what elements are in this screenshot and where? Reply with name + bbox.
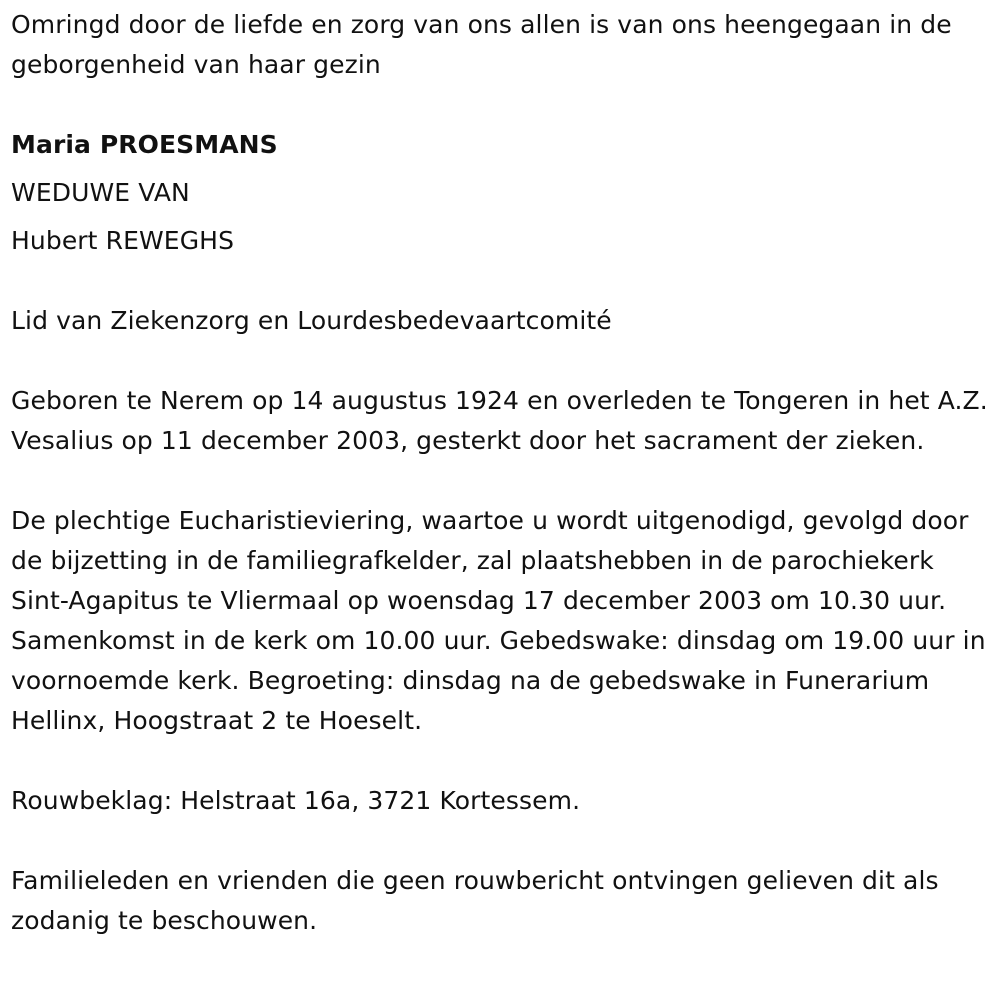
condolence-address: Rouwbeklag: Helstraat 16a, 3721 Kortessem. bbox=[11, 786, 581, 815]
spouse-name: Hubert REWEGHS bbox=[11, 226, 235, 255]
death-notice bbox=[11, 5, 996, 941]
widow-label: WEDUWE VAN bbox=[11, 178, 190, 207]
membership-text: Lid van Ziekenzorg en Lourdesbedevaartcomité bbox=[11, 306, 612, 335]
deceased-name: Maria PROESMANS bbox=[11, 130, 278, 159]
ceremony-text: De plechtige Eucharistieviering, waartoe u wordt uitgenodigd, gevolgd door de bijzetting in de familiegrafkelder, zal plaatshebben in de parochiekerk Sint-Agapitus te Vliermaal op woensdag 17 december 2003 om 10.30 uur. Samenkomst in de kerk om 10.00 uur. Gebedswake: dinsdag om 19.00 uur in voornoemde kerk. Begroeting: dinsdag na de gebedswake in Funerarium Hellinx, Hoogstraat 2 te Hoeselt. bbox=[11, 506, 986, 735]
intro-text: Omringd door de liefde en zorg van ons allen is van ons heengegaan in de geborgenheid van haar gezin bbox=[11, 10, 952, 79]
closing-text: Familieleden en vrienden die geen rouwbericht ontvingen gelieven dit als zodanig te beschouwen. bbox=[11, 866, 939, 935]
birth-death-text: Geboren te Nerem op 14 augustus 1924 en overleden te Tongeren in het A.Z. Vesalius op 11 december 2003, gesterkt door het sacrament der zieken. bbox=[11, 386, 988, 455]
